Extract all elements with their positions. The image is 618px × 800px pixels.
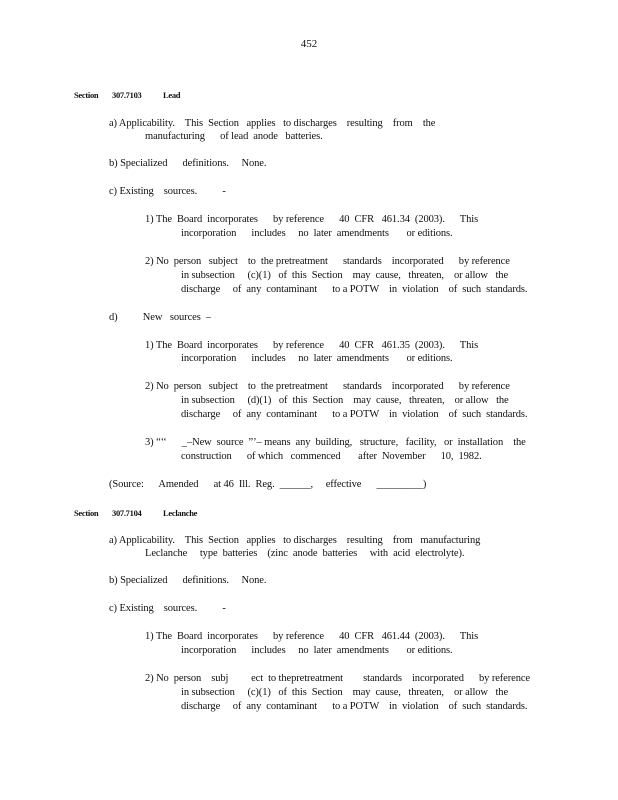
new-3-line-1: 3) “‘‘ _–New source ”’– means any building, structure, facility, or installation the	[145, 437, 526, 448]
applicability-line-2: manufacturing of lead anode batteries.	[145, 131, 323, 142]
new-3-line-2: construction of which commenced after November 10, 1982.	[181, 451, 482, 462]
existing-2-line-3: discharge of any contaminant to a POTW in violation of such standards.	[181, 701, 528, 712]
specialized-definitions: b) Specialized definitions. None.	[109, 158, 267, 169]
new-2-line-3: discharge of any contaminant to a POTW in violation of such standards.	[181, 409, 528, 420]
new-1-line-2: incorporation includes no later amendments or editions.	[181, 353, 453, 364]
existing-2-line-2: in subsection (c)(1) of this Section may cause, threaten, or allow the	[181, 687, 509, 698]
existing-sources-heading: c) Existing sources. -	[109, 603, 226, 614]
new-1-line-1: 1) The Board incorporates by reference 40 CFR 461.35 (2003). This	[145, 340, 479, 351]
applicability-line-2: Leclanche type batteries (zinc anode batteries with acid electrolyte).	[145, 548, 465, 559]
existing-1-line-1: 1) The Board incorporates by reference 40 CFR 461.44 (2003). This	[145, 631, 479, 642]
applicability-line-1: a) Applicability. This Section applies to discharges resulting from manufacturing	[109, 535, 481, 546]
section-title: Leclanche	[163, 508, 198, 518]
page-number: 452	[300, 38, 318, 50]
source-note: (Source: Amended at 46 Ill. Reg. ______, effective _________)	[109, 479, 427, 490]
specialized-definitions: b) Specialized definitions. None.	[109, 575, 267, 586]
new-2-line-2: in subsection (d)(1) of this Section may cause, threaten, or allow the	[181, 395, 509, 406]
applicability-line-1: a) Applicability. This Section applies to discharges resulting from the	[109, 118, 436, 129]
existing-sources-heading: c) Existing sources. -	[109, 186, 226, 197]
existing-2-line-2: in subsection (c)(1) of this Section may cause, threaten, or allow the	[181, 270, 509, 281]
section-label: Section	[74, 508, 99, 518]
existing-1-line-2: incorporation includes no later amendments or editions.	[181, 645, 453, 656]
existing-2-line-3: discharge of any contaminant to a POTW in violation of such standards.	[181, 284, 528, 295]
existing-1-line-2: incorporation includes no later amendments or editions.	[181, 228, 453, 239]
section-number: 307.7103	[112, 90, 142, 100]
section-label: Section	[74, 90, 99, 100]
existing-1-line-1: 1) The Board incorporates by reference 40 CFR 461.34 (2003). This	[145, 214, 479, 225]
section-number: 307.7104	[112, 508, 142, 518]
section-title: Lead	[163, 90, 181, 100]
existing-2-line-1: 2) No person subject to the pretreatment standards incorporated by reference	[145, 256, 510, 267]
new-sources-heading: d) New sources –	[109, 312, 211, 323]
existing-2-line-1: 2) No person subj ect to thepretreatment standards incorporated by reference	[145, 673, 530, 684]
new-2-line-1: 2) No person subject to the pretreatment standards incorporated by reference	[145, 381, 510, 392]
